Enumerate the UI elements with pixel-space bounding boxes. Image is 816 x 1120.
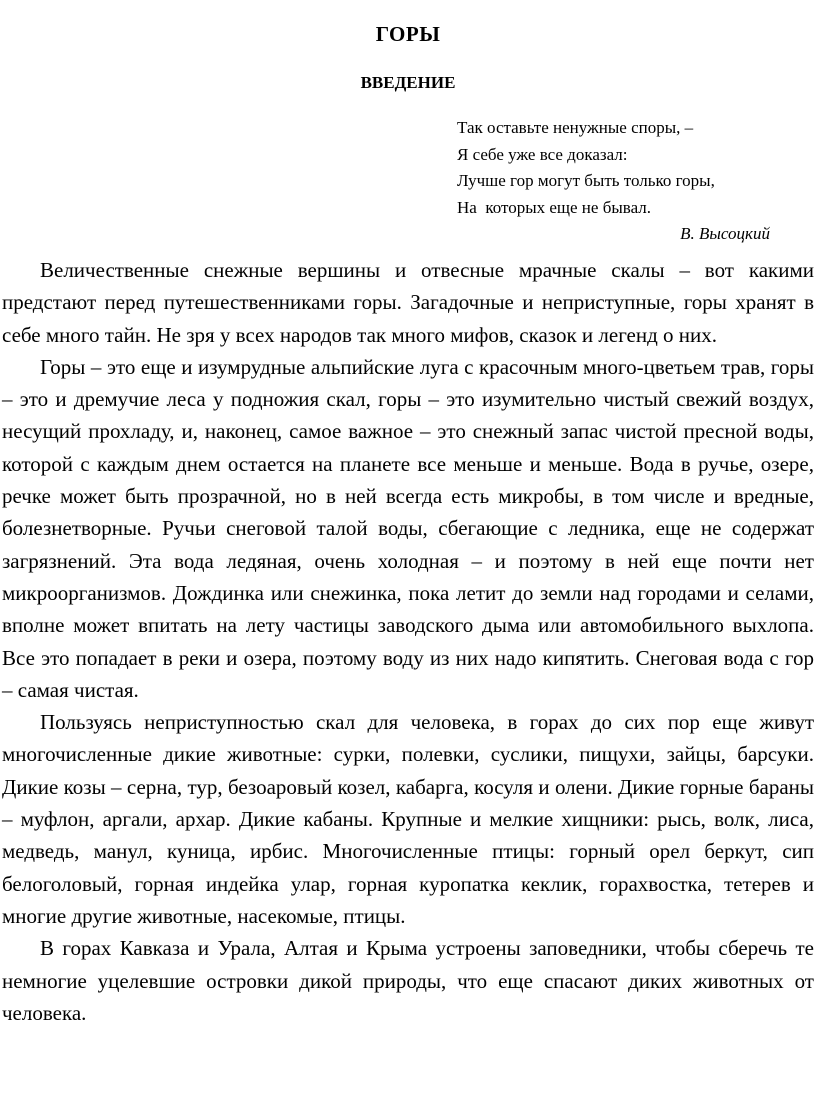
epigraph-line: Так оставьте ненужные споры, – xyxy=(457,118,694,137)
page-title: ГОРЫ xyxy=(375,22,441,46)
body-text xyxy=(2,254,814,1029)
paragraph-reserves: В горах Кавказа и Урала, Алтая и Крыма устроены заповедники, чтобы сберечь те немногие уцелевшие островки дикой природы, что еще спасают диких животных от человека. xyxy=(2,936,814,1025)
paragraph-wildlife: Пользуясь неприступностью скал для человека, в горах до сих пор еще живут многочисленные дикие животные: сурки, полевки, суслики, пищухи, зайцы, барсуки. Дикие козы – серна, тур, безоаровый козел, кабарга, косуля и олени. Дикие горные бараны – муфлон, аргали, архар. Дикие кабаны. Крупные и мелкие хищники: рысь, волк, лиса, медведь, манул, куница, ирбис. Многочисленные птицы: горный орел беркут, сип белоголовый, горная индейка улар, горная куропатка кеклик, горахвостка, тетерев и многие другие животные, насекомые, птицы. xyxy=(2,710,814,928)
section-heading xyxy=(0,73,816,93)
section-heading-text: ВВЕДЕНИЕ xyxy=(360,73,456,92)
epigraph-line: Я себе уже все доказал: xyxy=(457,144,628,164)
paragraph-meadows-water: Горы – это еще и изумрудные альпийские луга с красочным много-цветьем трав, горы – это и дремучие леса у подножия скал, горы – это изумительно чистый свежий воздух, несущий прохладу, и, наконец, самое важное – это снежный запас чистой пресной воды, которой с каждым днем остается на планете все меньше и меньше. Вода в ручье, озере, речке может быть прозрачной, но в ней всегда есть микробы, в том числе и вредные, болезнетворные. Ручьи снеговой талой воды, сбегающие с ледника, еще не содержат загрязнений. Эта вода ледяная, очень холодная – и поэтому в ней еще почти нет микроорганизмов. Дождинка или снежинка, пока летит до земли над городами и селами, вполне может впитать на лету частицы заводского дыма или автомобильного выхлопа. Все это попадает в реки и озера, поэтому воду из них надо кипятить. Снеговая вода с гор – самая чистая. xyxy=(2,354,814,702)
epigraph-line: На которых еще не бывал. xyxy=(457,197,651,217)
epigraph xyxy=(457,115,787,248)
paragraph-intro: Величественные снежные вершины и отвесные мрачные скалы – вот какими предстают перед путешественниками горы. Загадочные и неприступные, горы хранят в себе много тайн. Не зря у всех народов так много мифов, сказок и легенд о них. xyxy=(2,258,814,347)
epigraph-author: В. Высоцкий xyxy=(680,224,770,243)
epigraph-line: Лучше гор могут быть только горы, xyxy=(457,171,715,190)
